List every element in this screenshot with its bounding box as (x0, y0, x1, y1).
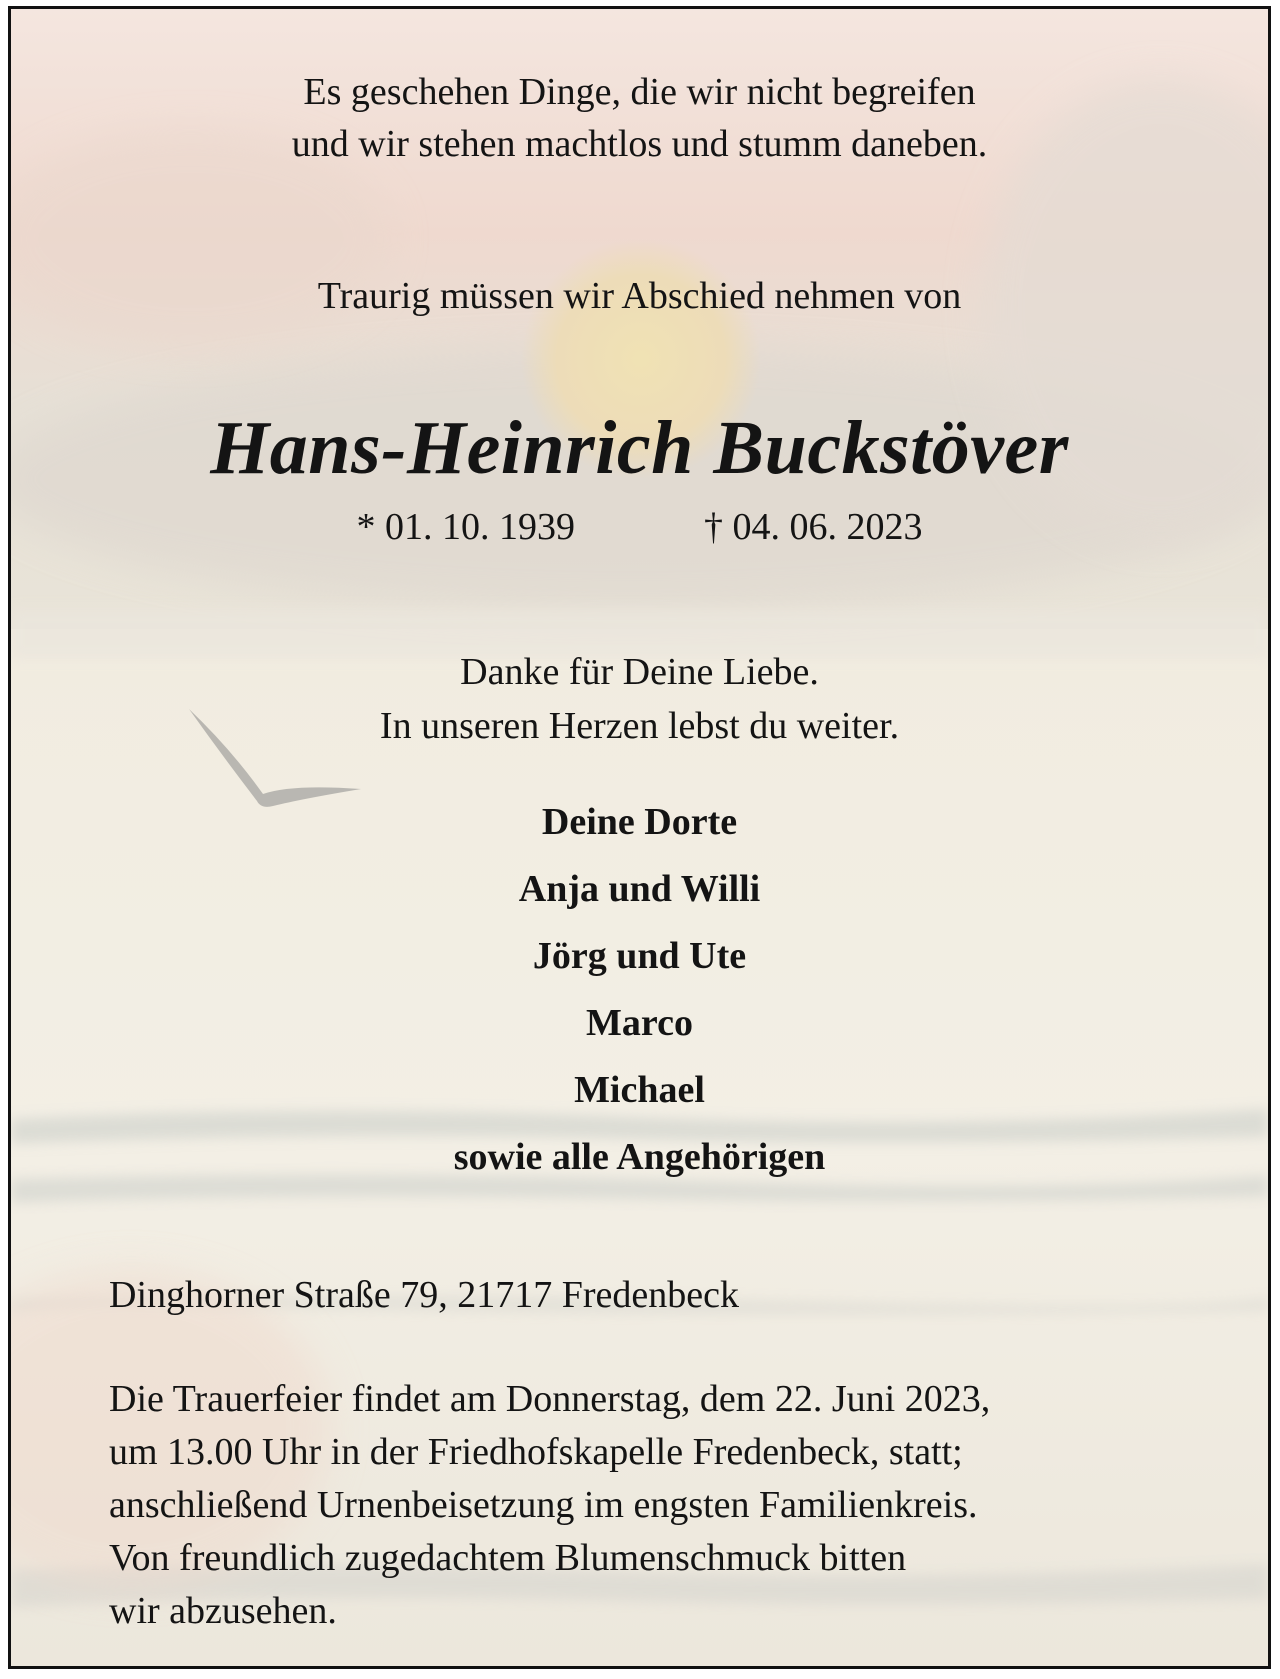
death-date: † 04. 06. 2023 (704, 506, 923, 548)
ceremony-line: Die Trauerfeier findet am Donnerstag, dem 22. Juni 2023, (109, 1378, 991, 1420)
mourner: Deine Dorte (541, 801, 738, 843)
ceremony-line: um 13.00 Uhr in der Friedhofskapelle Fredenbeck, statt; (109, 1431, 963, 1473)
mourner: Marco (586, 1002, 693, 1044)
deceased-name: Hans-Heinrich Buckstöver (210, 406, 1069, 490)
ceremony-line: Von freundlich zugedachtem Blumenschmuck bitten (109, 1537, 907, 1579)
mourner: Michael (574, 1069, 705, 1111)
verse (11, 66, 1268, 170)
verse-line: und wir stehen machtlos und stumm daneben. (291, 123, 988, 165)
thanks-line: Danke für Deine Liebe. (460, 651, 819, 693)
mourner: Anja und Willi (518, 868, 761, 910)
mourner: sowie alle Angehörigen (453, 1136, 826, 1178)
thanks-line: In unseren Herzen lebst du weiter. (379, 705, 900, 747)
life-dates (11, 505, 1268, 549)
mourner: Jörg und Ute (532, 935, 747, 977)
thanks (11, 645, 1268, 753)
birth-date: * 01. 10. 1939 (356, 506, 575, 548)
intro-text: Traurig müssen wir Abschied nehmen von (317, 275, 962, 317)
ceremony-line: anschließend Urnenbeisetzung im engsten Familienkreis. (109, 1484, 978, 1526)
obituary-notice (8, 6, 1271, 1669)
verse-line: Es geschehen Dinge, die wir nicht begreifen (303, 71, 976, 113)
notice-content (11, 9, 1268, 1666)
mourners-list (11, 789, 1268, 1191)
ceremony-line: wir abzusehen. (109, 1590, 337, 1632)
ceremony-info (109, 1373, 990, 1638)
address: Dinghorner Straße 79, 21717 Fredenbeck (109, 1274, 740, 1316)
